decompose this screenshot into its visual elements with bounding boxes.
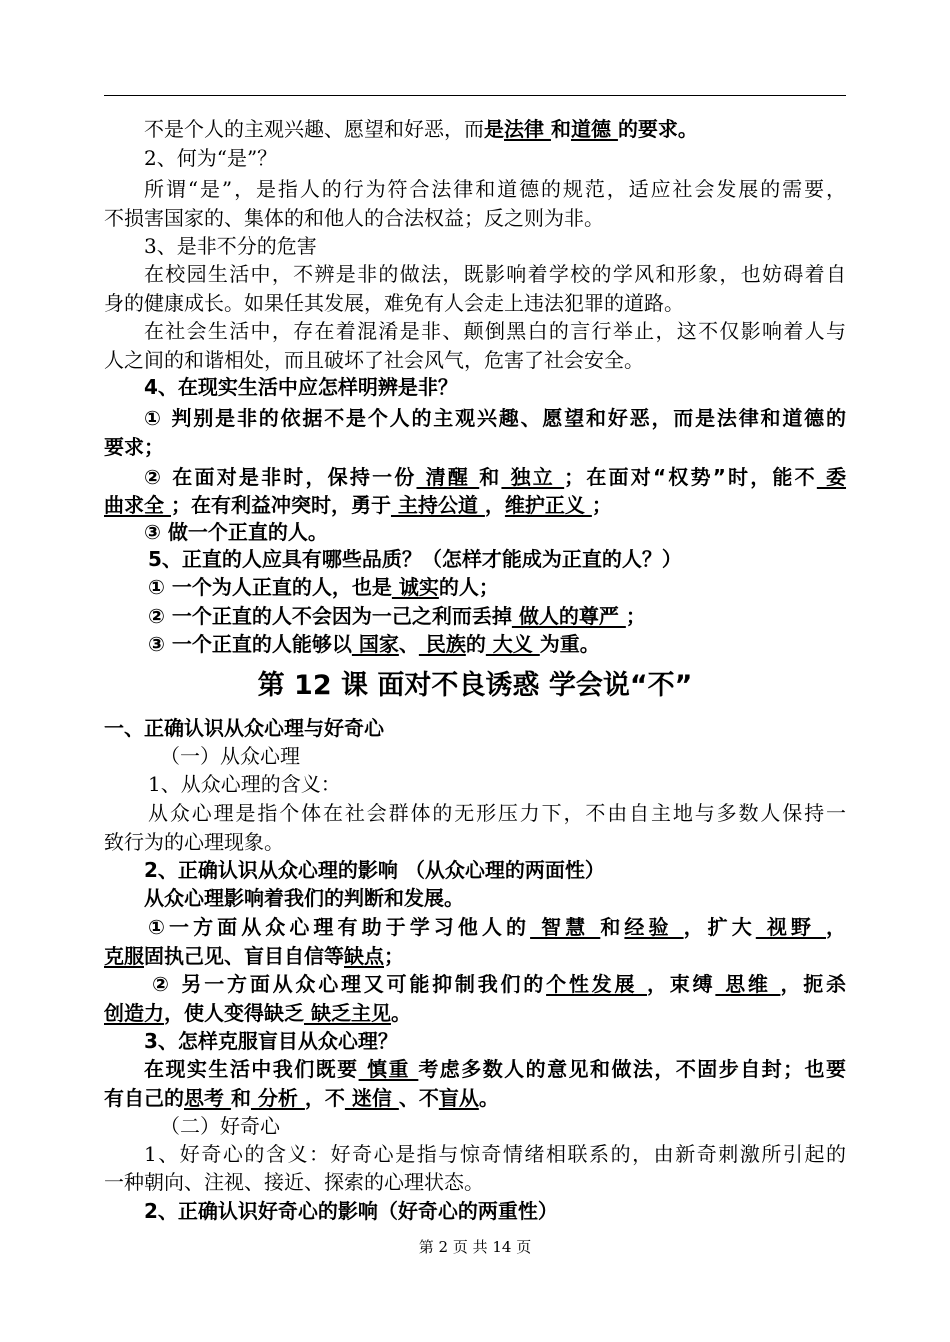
text-line: [104, 998, 846, 1028]
header-rule: [104, 95, 846, 96]
text-line: [144, 517, 846, 547]
text-run: ③ 做一个正直的人。: [144, 520, 328, 544]
answer-blank: 缺点: [344, 944, 384, 968]
text-line: [144, 1139, 846, 1169]
text-line: [144, 174, 846, 204]
text-run: ，束缚: [646, 972, 716, 996]
text-line: [148, 629, 846, 659]
text-run: 一种朝向、注视、接近、探索的心理状态。: [104, 1170, 484, 1194]
text-line: [104, 432, 846, 462]
subsection-heading: [160, 741, 846, 771]
text-run: 3、怎样克服盲目从众心理？: [144, 1029, 398, 1053]
answer-blank: 做人的尊严: [511, 604, 626, 628]
text-line: [104, 203, 846, 233]
text-line: [144, 403, 846, 433]
lesson-title: 第 12 课 面对不良诱惑 学会说“不”: [257, 670, 693, 701]
answer-blank: 主持公道: [390, 493, 485, 517]
text-run: 5、正直的人应具有哪些品质？（怎样才能成为正直的人？）: [148, 547, 682, 571]
text-run: ①一方面从众心理有助于学习他人的: [148, 915, 531, 939]
text-run: 3、是非不分的危害: [144, 234, 317, 258]
answer-blank: 维护正义: [504, 493, 592, 517]
text-run: 从众心理是指个体在社会群体的无形压力下，不由自主地与多数人保持一: [148, 801, 846, 825]
text-run: 一、正确认识从众心理与好奇心: [104, 716, 384, 740]
text-run: 2、正确认识好奇心的影响（好奇心的两重性）: [144, 1199, 558, 1223]
text-run: 不损害国家的、集体的和他人的合法权益；反之则为非。: [104, 206, 604, 230]
answer-blank: 经验: [624, 915, 684, 939]
text-line: [148, 601, 846, 631]
text-run: 和: [230, 1086, 251, 1110]
answer-blank: 盲从: [438, 1086, 479, 1110]
text-run: ，不: [304, 1086, 345, 1110]
answer-blank: 个性发展: [546, 972, 647, 996]
text-run: ① 判别是非的依据不是个人的主观兴趣、愿望和好恶，而: [144, 406, 696, 430]
answer-blank: 智慧: [530, 915, 601, 939]
text-line: [148, 572, 846, 602]
page-footer: 第 2 页 共 14 页: [418, 1238, 532, 1256]
text-run: ；在面对“权势”时，能不: [564, 465, 817, 489]
text-run: ② 在面对是非时，保持一份: [144, 465, 417, 489]
text-run: 4、在现实生活中应怎样明辨是非？: [144, 375, 458, 399]
answer-blank: 思考: [184, 1086, 231, 1110]
text-line: [104, 827, 846, 857]
text-line: [144, 259, 846, 289]
text-run: 不是个人的主观兴趣、愿望和好恶，而: [144, 117, 484, 141]
text-line: [104, 288, 846, 318]
text-run: ，: [484, 493, 505, 517]
text-run: ③ 一个正直的人能够以: [148, 632, 352, 656]
answer-blank: 道德: [570, 117, 618, 141]
text-run: 2、何为“是”？: [144, 146, 278, 170]
text-line: [144, 316, 846, 346]
text-line: [144, 372, 846, 402]
text-run: 是法律和道德的: [695, 406, 847, 430]
text-run: ；: [591, 493, 612, 517]
text-run: ② 一个正直的人不会因为一己之利而丢掉: [148, 604, 512, 628]
text-run: ② 另一方面从众心理又可能抑制我们的: [152, 972, 547, 996]
answer-blank: 民族: [418, 632, 466, 656]
text-run: ① 一个为人正直的人，也是: [148, 575, 392, 599]
text-run: ；: [625, 604, 646, 628]
answer-blank: 曲求全: [104, 493, 171, 517]
text-line: [104, 490, 846, 520]
answer-blank: 缺乏主见: [304, 1001, 391, 1025]
text-line: [148, 912, 846, 942]
text-run: 的要求。: [617, 117, 698, 141]
text-run: 从众心理影响着我们的判断和发展。: [144, 886, 464, 910]
answer-blank: 法律: [504, 117, 551, 141]
text-line: [148, 798, 846, 828]
answer-blank: 委: [816, 465, 847, 489]
text-run: 所谓“是”，是指人的行为符合法律和道德的规范，适应社会发展的需要，: [144, 177, 846, 201]
text-run: 、不: [398, 1086, 439, 1110]
text-run: （二）好奇心: [160, 1114, 280, 1138]
text-run: 在现实生活中我们既要: [144, 1057, 359, 1081]
answer-blank: 清醒: [416, 465, 480, 489]
text-run: 的人；: [438, 575, 499, 599]
text-run: 在社会生活中，存在着混淆是非、颠倒黑白的言行举止，这不仅影响着人与: [144, 319, 846, 343]
text-run: 的: [465, 632, 486, 656]
answer-blank: 诚实: [391, 575, 439, 599]
answer-blank: 克服: [104, 944, 144, 968]
text-line: [104, 941, 846, 971]
text-run: 要求；: [104, 435, 164, 459]
text-run: 和: [479, 465, 502, 489]
text-line: [144, 114, 846, 144]
text-run: 和: [550, 117, 571, 141]
text-line: [144, 1026, 846, 1056]
text-run: 1、好奇心的含义：好奇心是指与惊奇情绪相联系的，由新奇刺激所引起的: [144, 1142, 846, 1166]
text-run: （一）从众心理: [160, 744, 300, 768]
text-line: [144, 1054, 846, 1084]
text-run: ，使人变得缺乏: [164, 1001, 304, 1025]
text-run: 2、正确认识从众心理的影响 （从众心理的两面性）: [144, 858, 605, 882]
text-line: [144, 1196, 846, 1226]
text-line: [144, 462, 846, 492]
subsection-heading: [160, 1111, 846, 1141]
text-line: [144, 883, 846, 913]
text-run: ，: [826, 915, 847, 939]
text-run: ，扩大: [683, 915, 756, 939]
text-run: ；: [384, 944, 404, 968]
answer-blank: 独立: [501, 465, 565, 489]
text-run: 1、从众心理的含义：: [148, 772, 341, 796]
text-run: 人之间的和谐相处，而且破坏了社会风气，危害了社会安全。: [104, 348, 644, 372]
answer-blank: 大义: [485, 632, 540, 656]
answer-blank: 慎重: [358, 1057, 419, 1081]
text-line: [104, 345, 846, 375]
text-run: 和: [600, 915, 625, 939]
text-line: [144, 143, 846, 173]
text-run: 。: [478, 1086, 499, 1110]
text-run: 、: [398, 632, 419, 656]
text-run: ，扼杀: [780, 972, 847, 996]
text-line: [144, 855, 846, 885]
text-line: [152, 969, 846, 999]
text-run: 致行为的心理现象。: [104, 830, 284, 854]
text-line: [148, 769, 846, 799]
text-run: 固执己见、盲目自信等: [144, 944, 344, 968]
text-line: [104, 1167, 846, 1197]
answer-blank: 分析: [250, 1086, 305, 1110]
answer-blank: 创造力: [104, 1001, 164, 1025]
text-run: 。: [390, 1001, 411, 1025]
answer-blank: 迷信: [344, 1086, 399, 1110]
text-run: 为重。: [539, 632, 600, 656]
text-run: 在校园生活中，不辨是非的做法，既影响着学校的学风和形象，也妨碍着自: [144, 262, 846, 286]
answer-blank: 视野: [755, 915, 827, 939]
text-run: 身的健康成长。如果任其发展，难免有人会走上违法犯罪的道路。: [104, 291, 684, 315]
section-heading: [104, 713, 846, 743]
text-run: 考虑多数人的意见和做法，不固步自封；也要: [418, 1057, 847, 1081]
text-line: [148, 544, 846, 574]
text-run: 是: [484, 117, 504, 141]
text-run: 有自己的: [104, 1086, 184, 1110]
answer-blank: 国家: [351, 632, 399, 656]
text-line: [104, 1083, 846, 1113]
text-run: ；在有利益冲突时，勇于: [170, 493, 391, 517]
text-line: [144, 231, 846, 261]
answer-blank: 思维: [715, 972, 781, 996]
